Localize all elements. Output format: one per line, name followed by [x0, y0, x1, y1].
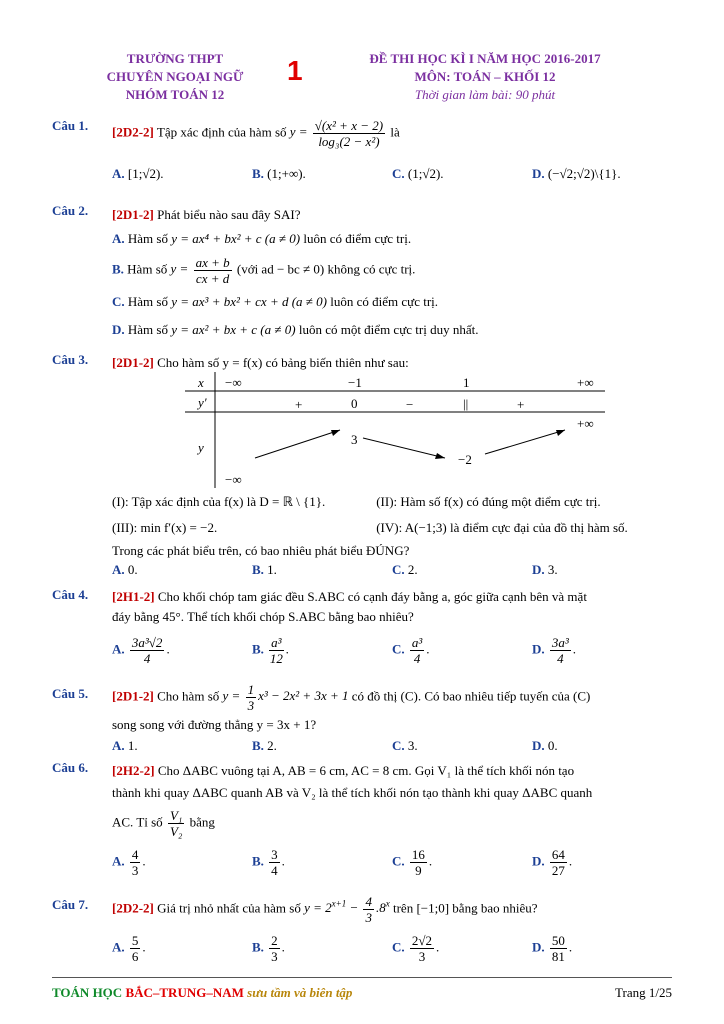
question-tag: [2H1-2] — [112, 589, 155, 604]
option-c[interactable] — [392, 561, 532, 579]
question-2 — [52, 203, 672, 342]
question-label: Câu 3. — [52, 352, 89, 367]
question-text-3: AC. Tỉ số — [112, 814, 163, 830]
table-sign: + — [517, 397, 525, 412]
option-a[interactable]: A. $\frac{5}{6}$ . — [112, 932, 146, 964]
question-tag: [2H2-2] — [112, 763, 155, 778]
question-tag: [2D1-2] — [112, 207, 154, 222]
option-a[interactable] — [112, 737, 252, 755]
option-key: C. — [392, 166, 405, 181]
school-line-2: CHUYÊN NGOẠI NGỮ — [106, 69, 244, 84]
statement-iii: (III): min f′(x) = −2. — [112, 520, 218, 535]
question-text-2: đáy bằng 45°. Thể tích khối chóp S.ABC bằng bao nhiêu? — [112, 609, 414, 624]
option-key: A. — [112, 231, 125, 246]
option-key: A. — [112, 738, 125, 753]
table-x-label: x — [198, 375, 204, 390]
option-c[interactable]: C. $\frac{16}{9}$ . — [392, 847, 433, 878]
exam-subject: MÔN: TOÁN – KHỐI 12 — [414, 69, 556, 84]
option-key: B. — [252, 562, 264, 577]
school-line-3: NHÓM TOÁN 12 — [125, 87, 225, 102]
school-line-1: TRƯỜNG THPT — [126, 51, 224, 66]
option-key: C. — [392, 738, 405, 753]
question-text-2: song song với đường thẳng y = 3x + 1? — [112, 717, 317, 732]
option-d[interactable]: D. $\frac{\text{3a³}}{4}$ . — [532, 635, 577, 666]
option-key: C. — [112, 294, 125, 309]
option-b[interactable]: B. $\frac{\text{a³}}{12}$ . — [252, 635, 289, 666]
question-label: Câu 7. — [52, 897, 89, 912]
statement-b: B. Hàm số y = $\frac{ax + b}{cx + d}$ (với ad − bc ≠ 0) không có cực trị. — [112, 255, 416, 286]
statement-c: C. Hàm số y = ax³ + bx² + cx + d (a ≠ 0) luôn có điểm cực trị. — [112, 294, 439, 309]
table-sign: || — [463, 396, 469, 411]
option-d[interactable] — [532, 737, 672, 755]
question-tag: [2D1-2] — [112, 355, 154, 370]
table-y-value: −2 — [458, 452, 472, 467]
option-key: A. — [112, 562, 125, 577]
option-c[interactable] — [392, 737, 532, 755]
option-b[interactable] — [252, 561, 392, 579]
question-text: Tập xác định của hàm số — [156, 124, 287, 140]
option-key: B. — [112, 261, 124, 277]
option-value: 2. — [267, 738, 277, 753]
table-y-value: 3 — [351, 432, 358, 447]
statement-text: Hàm số — [127, 231, 168, 246]
answer-row — [112, 847, 672, 878]
option-b[interactable] — [252, 737, 392, 755]
formula: y = $\frac{\text{√(x² + x − 2)}}{\text{log₃(2 − x²)}}$ — [289, 118, 384, 149]
option-key: C. — [392, 562, 405, 577]
option-d[interactable]: D. $\frac{64}{27}$ . — [532, 847, 573, 878]
option-b[interactable]: B. $\frac{3}{4}$ . — [252, 847, 285, 878]
question-text: Cho hàm số — [157, 688, 220, 704]
question-text-end: có đồ thị (C). Có bao nhiêu tiếp tuyến của (C) — [351, 688, 591, 704]
answer-row — [112, 163, 672, 185]
option-d[interactable]: D. (−√2;√2)\{1}. — [532, 166, 621, 181]
question-label: Câu 2. — [52, 203, 89, 218]
question-tag: [2D1-2] — [112, 688, 154, 704]
question-text: Cho ΔABC vuông tại A, AB = 6 cm, AC = 8 cm. Gọi V₁ là thể tích khối nón tạo — [157, 763, 575, 778]
footer-tagline: sưu tầm và biên tập — [243, 985, 353, 1000]
question-4 — [52, 587, 672, 666]
option-key: D. — [532, 738, 545, 753]
question-1 — [52, 118, 672, 185]
option-a[interactable]: A. [1;√2). — [112, 166, 164, 181]
option-a[interactable] — [112, 561, 252, 579]
question-ask: Trong các phát biểu trên, có bao nhiêu phát biểu ĐÚNG? — [112, 543, 410, 558]
table-sign: 0 — [351, 396, 358, 411]
table-yp-label: y′ — [198, 395, 207, 410]
answer-row — [112, 737, 672, 755]
table-y-value: −∞ — [225, 472, 242, 487]
statement-text: luôn có một điểm cực trị duy nhất. — [298, 322, 479, 337]
question-label: Câu 6. — [52, 760, 89, 775]
answer-row — [112, 635, 672, 666]
question-label: Câu 4. — [52, 587, 89, 602]
exam-number: 1 — [287, 55, 303, 86]
exam-header — [340, 50, 630, 104]
statement-text: (với ad − bc ≠ 0) không có cực trị. — [236, 261, 416, 277]
question-text-end: là — [390, 124, 400, 140]
footer-brand: TOÁN HỌC — [52, 985, 126, 1000]
statement-text: Hàm số — [127, 261, 168, 277]
answer-row — [112, 933, 672, 964]
page-footer — [52, 985, 672, 1001]
option-value: 0. — [547, 738, 558, 753]
question-text: Cho hàm số y = f(x) có bảng biến thiên như sau: — [157, 355, 409, 370]
table-y-value: +∞ — [577, 416, 594, 431]
question-5: Câu 5. [2D1-2] Cho hàm số y = $\frac{1}{3}$ x³ − 2x² + 3x + 1 có đồ thị (C). Có bao nhiêu tiếp tuyến của (C) song song với đường thẳng y = 3x + 1? A. 1. B. 2. C. 3. D. 0. — [52, 682, 672, 755]
question-text: Giá trị nhỏ nhất của hàm số — [157, 900, 301, 916]
option-value: 0. — [127, 562, 138, 577]
exam-title: ĐỀ THI HỌC KÌ I NĂM HỌC 2016-2017 — [369, 51, 601, 66]
option-b[interactable]: B. (1;+∞). — [252, 166, 306, 181]
question-6: Câu 6. [2H2-2] Cho ΔABC vuông tại A, AB = 6 cm, AC = 8 cm. Gọi V₁ là thể tích khối nón tạo thành khi quay ΔABC quanh AB và V₂ là thể tích khối nón tạo thành khi quay ΔABC quanh AC. Tỉ số $\frac{\text{V₁}}{\text{V₂}}$ bằng A. $\frac{4}{3}$ . B. $\frac{3}{4}$ . C. $\frac{16}{9}$ . D. $\frac{64}{27}$ . — [52, 760, 672, 878]
option-key: D. — [532, 562, 545, 577]
question-text-end: trên [−1;0] bằng bao nhiêu? — [392, 900, 538, 916]
option-key: D. — [112, 322, 125, 337]
question-label: Câu 1. — [52, 118, 89, 133]
statement-iv: (IV): A(−1;3) là điểm cực đại của đồ thị hàm số. — [376, 520, 628, 535]
question-7: Câu 7. [2D2-2] Giá trị nhỏ nhất của hàm số $y = 2^{x+1}$ − $\frac{4}{3}$ .8$^x$ trên [−1;0] bằng bao nhiêu? A. $\frac{5}{6}$ . B. $\frac{2}{3}$ . C. $\frac{2√2}{3}$ . D. $\frac{50}{81}$ . — [52, 893, 672, 964]
option-a[interactable]: A. $\frac{4}{3}$ . — [112, 847, 146, 878]
option-value: 3. — [407, 738, 418, 753]
question-label: Câu 5. — [52, 686, 89, 701]
statement-d: D. Hàm số y = ax² + bx + c (a ≠ 0) luôn có một điểm cực trị duy nhất. — [112, 322, 479, 337]
variation-table-labels — [185, 372, 605, 488]
statement-text: luôn có điểm cực trị. — [330, 294, 439, 309]
question-text-2: thành khi quay ΔABC quanh AB và V₂ là thể tích khối nón tạo thành khi quay ΔABC quanh — [112, 785, 593, 800]
option-c[interactable]: C. (1;√2). — [392, 166, 444, 181]
question-tag: [2D2-2] — [112, 900, 154, 916]
statement-text: luôn có điểm cực trị. — [303, 231, 412, 246]
exam-time: Thời gian làm bài: 90 phút — [414, 87, 556, 102]
table-x-value: −∞ — [225, 375, 242, 390]
question-text-end: bằng — [189, 814, 215, 830]
option-key: D. — [532, 166, 545, 181]
statement-a: A. Hàm số y = ax⁴ + bx² + c (a ≠ 0) luôn có điểm cực trị. — [112, 231, 412, 246]
table-sign: − — [406, 397, 414, 412]
table-x-value: 1 — [463, 375, 470, 390]
table-x-value: −1 — [348, 375, 362, 390]
statement-text: Hàm số — [127, 322, 168, 337]
table-x-value: +∞ — [577, 375, 594, 390]
question-text: Phát biểu nào sau đây SAI? — [157, 207, 301, 222]
table-y-label: y — [198, 440, 204, 455]
statement-ii: (II): Hàm số f(x) có đúng một điểm cực trị. — [376, 494, 601, 509]
option-d[interactable] — [532, 561, 672, 579]
footer-divider — [52, 977, 672, 978]
option-value: 2. — [407, 562, 418, 577]
question-3-statements — [52, 489, 672, 579]
option-c[interactable]: C. $\frac{2√2}{3}$ . — [392, 932, 440, 964]
page-number: Trang 1/25 — [615, 985, 672, 1000]
option-key: B. — [252, 738, 264, 753]
option-c[interactable]: C. $\frac{\text{a³}}{4}$ . — [392, 635, 430, 666]
option-key: B. — [252, 166, 264, 181]
question-text: Cho khối chóp tam giác đều S.ABC có cạnh đáy bằng a, góc giữa cạnh bên và mặt — [157, 589, 587, 604]
option-key: A. — [112, 166, 125, 181]
option-value: 1. — [127, 738, 138, 753]
school-header — [70, 50, 280, 104]
option-b[interactable]: B. $\frac{2}{3}$ . — [252, 932, 285, 964]
statement-i: (I): Tập xác định của f(x) là D = ℝ \ {1}. — [112, 494, 326, 509]
statement-text: Hàm số — [127, 294, 168, 309]
question-3 — [52, 352, 672, 374]
footer-brand-region: BẮC–TRUNG–NAM — [125, 985, 244, 1000]
answer-row — [112, 561, 672, 579]
option-value: 3. — [547, 562, 558, 577]
table-sign: + — [295, 397, 303, 412]
question-tag: [2D2-2] — [112, 124, 154, 140]
option-d[interactable]: D. $\frac{50}{81}$ . — [532, 932, 573, 964]
option-a[interactable]: A. $\frac{\text{3a³√2}}{4}$ . — [112, 635, 170, 666]
option-value: 1. — [267, 562, 277, 577]
